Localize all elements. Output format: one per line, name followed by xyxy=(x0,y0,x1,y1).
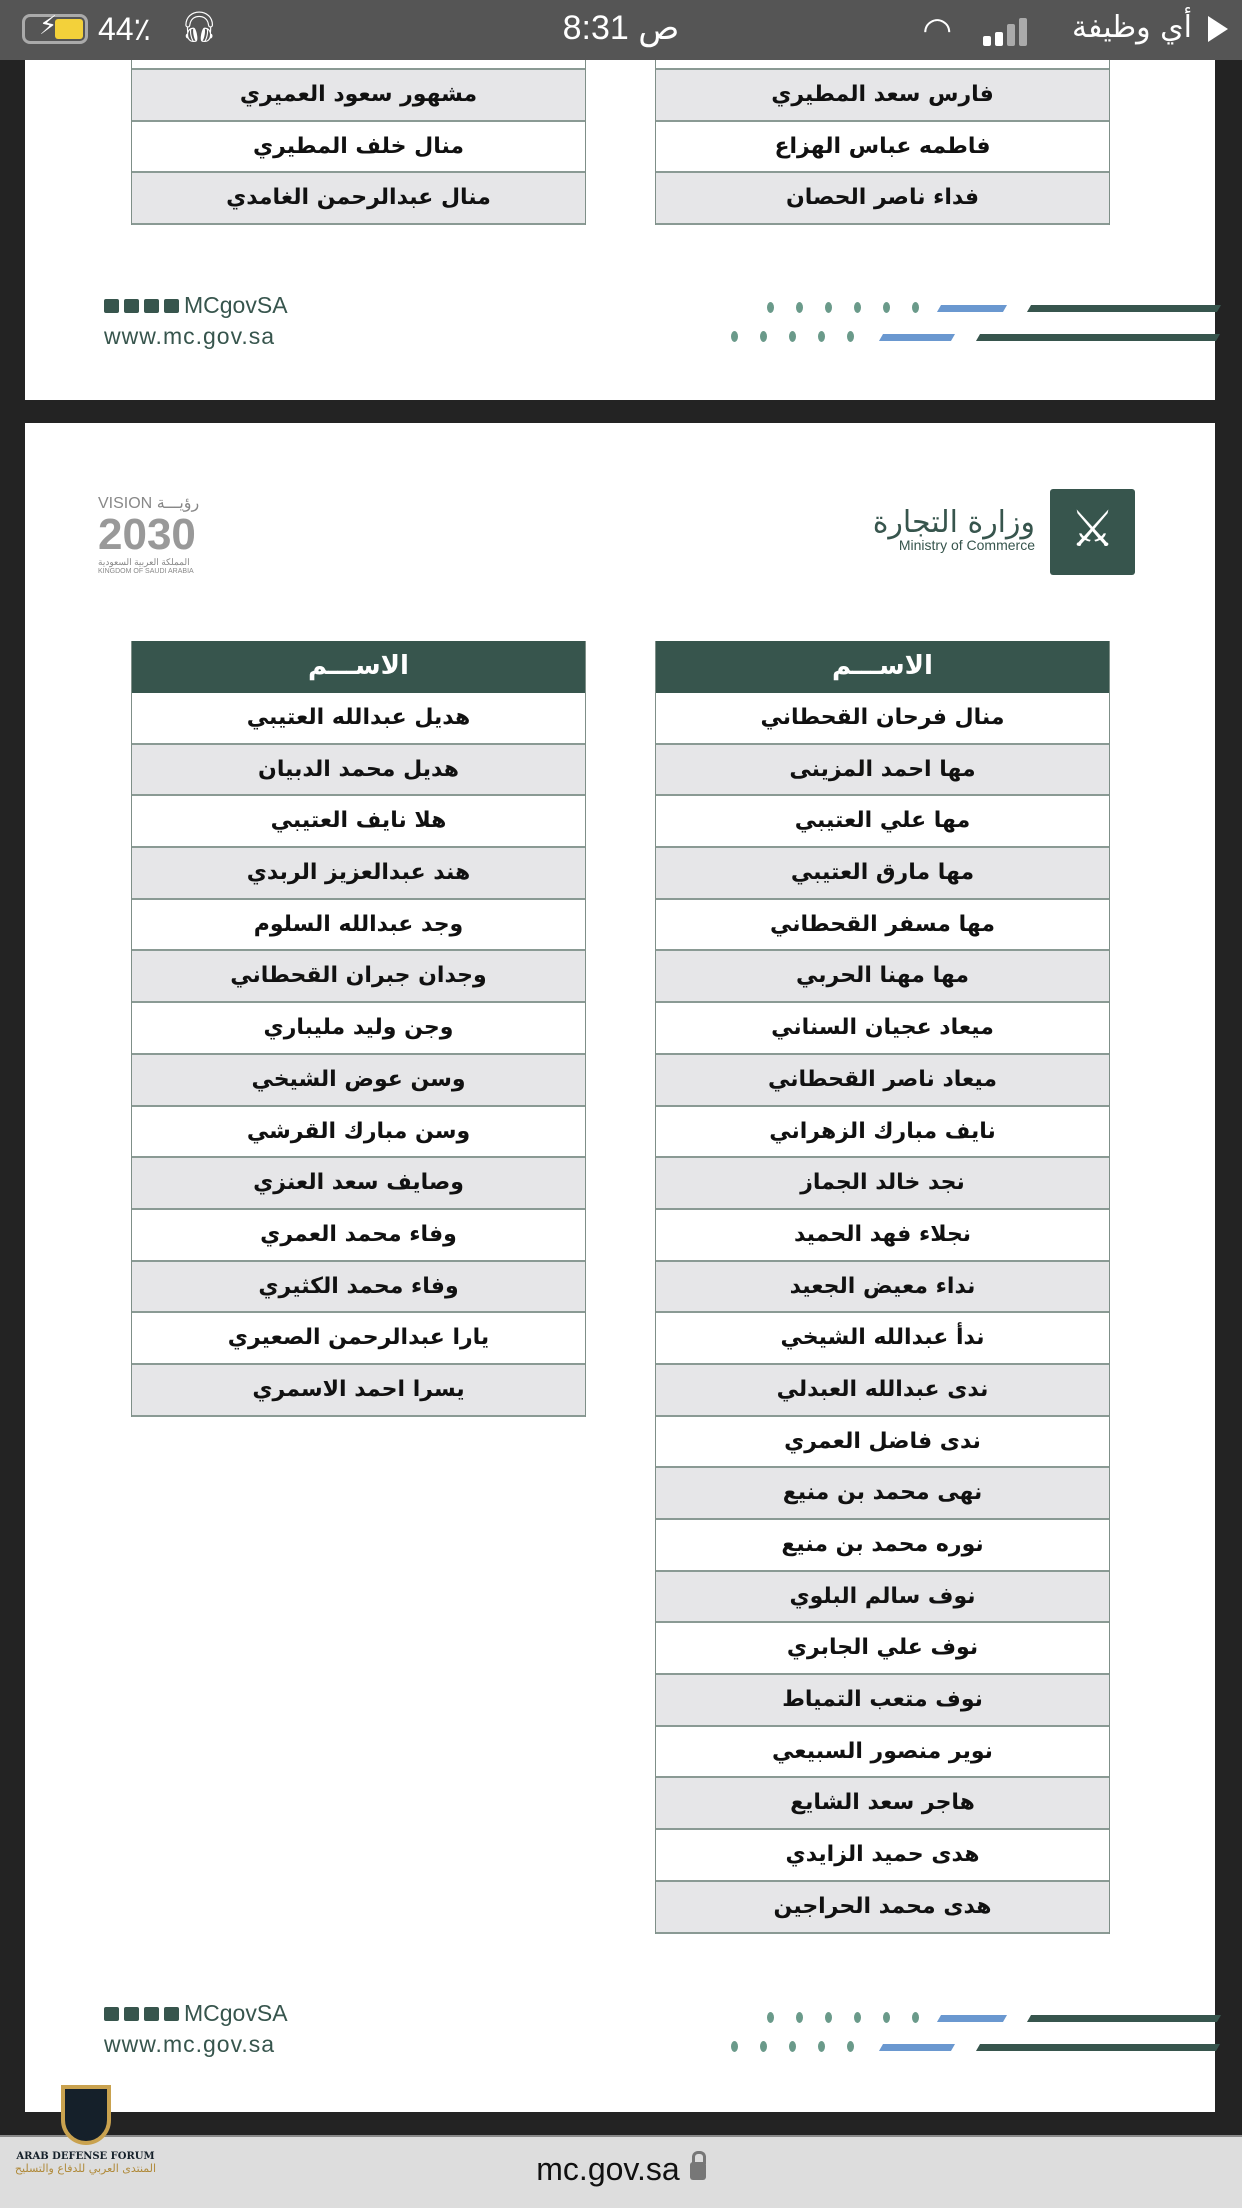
battery-percent: 44٪ xyxy=(98,11,151,47)
social-handle: MCgovSA xyxy=(184,292,288,318)
decor-dot xyxy=(854,302,861,313)
url-text[interactable]: mc.gov.sa xyxy=(536,2151,680,2187)
signal-icon xyxy=(983,18,1027,46)
table-row: وجدان جبران القحطاني xyxy=(132,951,585,1003)
table-row: يارا عبدالرحمن الصعيري xyxy=(132,1313,585,1365)
youtube-icon xyxy=(164,299,179,313)
table-row: ميعاد ناصر القحطاني xyxy=(656,1055,1109,1107)
names-table-right xyxy=(655,641,1110,1934)
decor-dot xyxy=(847,2041,854,2052)
table-row: منال عبدالرحمن الغامدي xyxy=(132,173,585,225)
table-row: هدى حميد الزايدي xyxy=(656,1830,1109,1882)
lock-icon xyxy=(690,2162,706,2180)
table-row: ندأ عبدالله الشيخي xyxy=(656,1313,1109,1365)
partial-row xyxy=(656,60,1109,70)
back-to-app-icon[interactable] xyxy=(1208,16,1228,42)
decor-dot xyxy=(789,2041,796,2052)
decor-dot xyxy=(731,2041,738,2052)
decor-dot xyxy=(847,331,854,342)
document-page-2 xyxy=(25,423,1215,2112)
saudi-emblem-logo: ⚔ xyxy=(1050,489,1135,575)
table-row: نوف علي الجابري xyxy=(656,1623,1109,1675)
names-table-left xyxy=(131,60,586,225)
table-row: مها مهنا الحربي xyxy=(656,951,1109,1003)
youtube-icon xyxy=(164,2007,179,2021)
twitter-icon xyxy=(104,299,119,313)
vision-number: 2030 xyxy=(98,510,196,559)
decor-dot xyxy=(731,331,738,342)
battery-icon: ⚡ xyxy=(22,14,88,44)
table-row: هلا نايف العتيبي xyxy=(132,796,585,848)
status-bar xyxy=(0,0,1242,60)
vision-kingdom-ar: المملكة العربية السعودية xyxy=(98,557,190,567)
table-row: هند عبدالعزيز الربدي xyxy=(132,848,585,900)
table-row: هدى محمد الحراجين xyxy=(656,1882,1109,1934)
table-row: مها مسفر القحطاني xyxy=(656,900,1109,952)
decor-dot xyxy=(796,2012,803,2023)
decor-dot xyxy=(796,302,803,313)
table-row: فارس سعد المطيري xyxy=(656,70,1109,122)
decor-dot xyxy=(818,2041,825,2052)
twitter-icon xyxy=(104,2007,119,2021)
decor-dot xyxy=(883,302,890,313)
table-row: نوف متعب التمياط xyxy=(656,1675,1109,1727)
table-row: منال خلف المطيري xyxy=(132,122,585,174)
table-row: ندى عبدالله العبدلي xyxy=(656,1365,1109,1417)
partial-row xyxy=(132,60,585,70)
decor-dot xyxy=(912,302,919,313)
wifi-icon: ◠ xyxy=(922,10,952,50)
table-row: وسن عوض الشيخي xyxy=(132,1055,585,1107)
decor-dot xyxy=(767,2012,774,2023)
decor-dot xyxy=(760,331,767,342)
social-handle: MCgovSA xyxy=(184,2000,288,2026)
decor-dot xyxy=(883,2012,890,2023)
instagram-icon xyxy=(144,299,159,313)
decor-dot xyxy=(767,302,774,313)
table-row: نوير منصور السبيعي xyxy=(656,1727,1109,1779)
table-row: مها علي العتيبي xyxy=(656,796,1109,848)
footer-contact xyxy=(104,292,288,350)
table-row: نجلاء فهد الحميد xyxy=(656,1210,1109,1262)
table-row: ندى فاضل العمري xyxy=(656,1417,1109,1469)
table-row: نهى محمد بن منيع xyxy=(656,1468,1109,1520)
vision-kingdom-en: KINGDOM OF SAUDI ARABIA xyxy=(98,568,194,575)
decor-dot xyxy=(854,2012,861,2023)
shield-logo-icon xyxy=(61,2085,111,2145)
table-row: وجن وليد مليباري xyxy=(132,1003,585,1055)
decor-dot xyxy=(818,331,825,342)
decor-dot xyxy=(825,2012,832,2023)
browser-address-bar[interactable] xyxy=(0,2135,1242,2208)
arab-defense-forum-watermark xyxy=(8,2085,163,2175)
table-row: نوف سالم البلوي xyxy=(656,1572,1109,1624)
facebook-icon xyxy=(124,2007,139,2021)
vision-title: VISION رؤيـــة xyxy=(98,495,200,512)
decor-dot xyxy=(825,302,832,313)
table-row: هاجر سعد الشايع xyxy=(656,1778,1109,1830)
headphones-icon: 🎧︎ xyxy=(180,10,219,45)
table-row: هديل عبدالله العتيبي xyxy=(132,693,585,745)
table-row: هديل محمد الدبيان xyxy=(132,745,585,797)
carrier-label: أي وظيفة xyxy=(1071,10,1192,45)
table-row: مها مارق العتيبي xyxy=(656,848,1109,900)
website-link: www.mc.gov.sa xyxy=(104,2031,276,2057)
decor-dot xyxy=(760,2041,767,2052)
table-row: وصايف سعد العنزي xyxy=(132,1158,585,1210)
table-row: فاطمه عباس الهزاع xyxy=(656,122,1109,174)
table-row: يسرا احمد الاسمري xyxy=(132,1365,585,1417)
table-row: وفاء محمد العمري xyxy=(132,1210,585,1262)
table-row: نجد خالد الجماز xyxy=(656,1158,1109,1210)
website-link: www.mc.gov.sa xyxy=(104,323,276,349)
document-page-1 xyxy=(25,60,1215,400)
table-row: نداء معيض الجعيد xyxy=(656,1262,1109,1314)
ministry-name-en: Ministry of Commerce xyxy=(898,537,1035,553)
footer-contact xyxy=(104,2000,288,2058)
watermark-ar: المنتدى العربي للدفاع والتسليح xyxy=(14,2162,157,2175)
table-row: نوره محمد بن منيع xyxy=(656,1520,1109,1572)
table-row: وجد عبدالله السلوم xyxy=(132,900,585,952)
watermark-en: ARAB DEFENSE FORUM xyxy=(16,2151,155,2162)
table-row: نايف مبارك الزهراني xyxy=(656,1107,1109,1159)
table-row: مشهور سعود العميري xyxy=(132,70,585,122)
column-header: الاســـم xyxy=(132,641,585,693)
vision-2030-logo xyxy=(98,493,199,575)
ministry-name-ar: وزارة التجارة xyxy=(872,505,1035,540)
clock: 8:31 ص xyxy=(562,9,680,47)
table-row: وفاء محمد الكثيري xyxy=(132,1262,585,1314)
facebook-icon xyxy=(124,299,139,313)
table-row: مها احمد المزينى xyxy=(656,745,1109,797)
names-table-left xyxy=(131,641,586,1417)
decor-dot xyxy=(789,331,796,342)
table-row: فداء ناصر الحصان xyxy=(656,173,1109,225)
column-header: الاســـم xyxy=(656,641,1109,693)
table-row: منال فرحان القحطاني xyxy=(656,693,1109,745)
table-row: ميعاد عجيان السناني xyxy=(656,1003,1109,1055)
decor-dot xyxy=(912,2012,919,2023)
names-table-right xyxy=(655,60,1110,225)
table-row: وسن مبارك القرشي xyxy=(132,1107,585,1159)
instagram-icon xyxy=(144,2007,159,2021)
